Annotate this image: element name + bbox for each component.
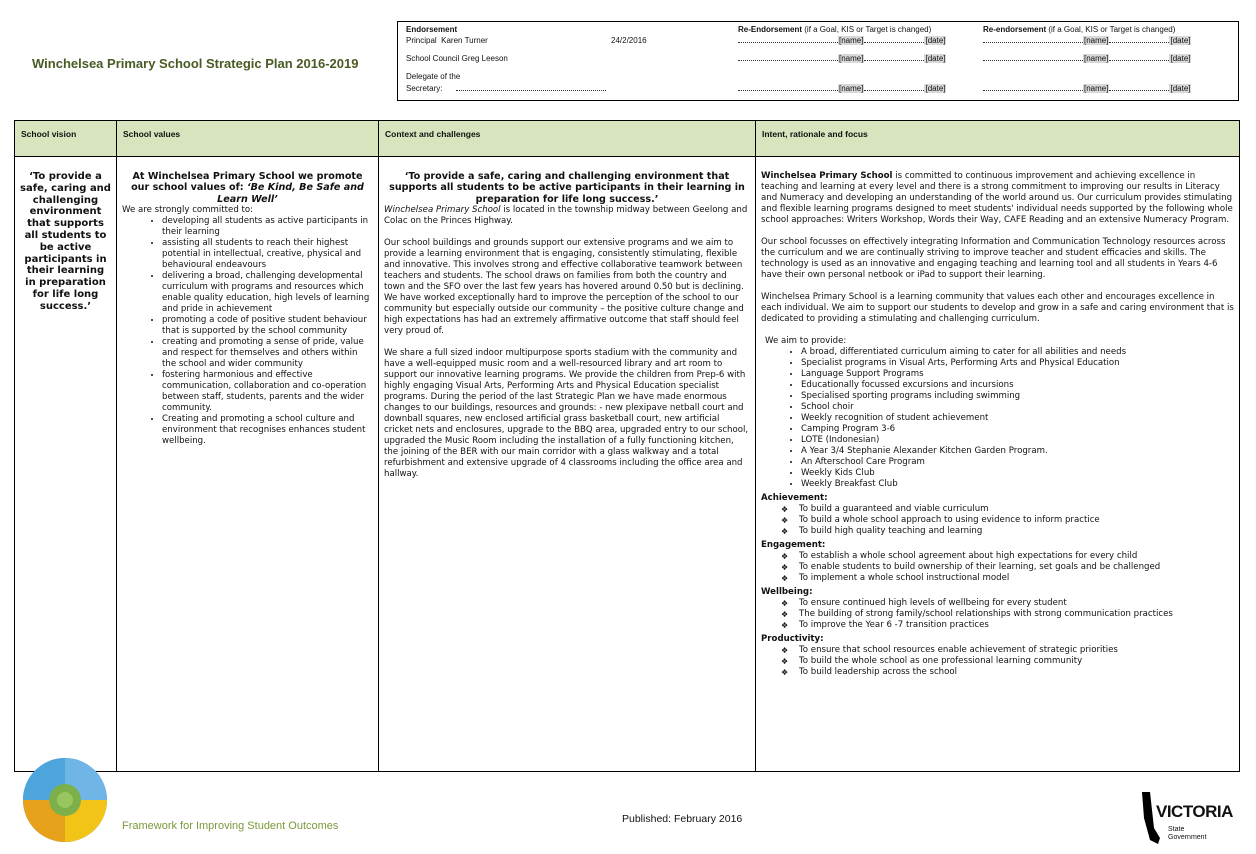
- list-item: ❖ To improve the Year 6 -7 transition practices: [781, 620, 1234, 631]
- header-intent: Intent, rationale and focus: [756, 121, 1239, 157]
- framework-label: Framework for Improving Student Outcomes: [122, 820, 339, 832]
- list-item: • An Afterschool Care Program: [801, 457, 1234, 468]
- values-heading: At Winchelsea Primary School we promote our school values of: ‘Be Kind, Be Safe and Learn Well’: [131, 171, 364, 205]
- list-item: • Educationally focussed excursions and incursions: [801, 380, 1234, 391]
- achievement-list: [761, 504, 1234, 537]
- wellbeing-heading: Wellbeing:: [761, 587, 813, 597]
- endorsement-heading: Endorsement: [406, 25, 458, 34]
- header-school-vision: School vision: [15, 121, 117, 157]
- list-item: • Weekly Breakfast Club: [801, 479, 1234, 490]
- list-item: • Specialised sporting programs including swimming: [801, 391, 1234, 402]
- context-paragraph-3: We share a full sized indoor multipurpose sports stadium with the community and have a well-equipped music room and a well-resourced library and art room to support our innovative learning programs. We provide the children from Prep-6 with highly engaging Visual Arts, Performing Arts and Physical Education specialist programs. During the period of the last Strategic Plan we have made enormous changes to our buildings, resources and grounds: - new plexipave netball court and downball squares, new enclosed artificial grass basketball court, new artificial cricket nets and enclosures, upgrade to the BBQ area, upgraded entry to our school, upgraded the Music Room including the installation of a fully functioning kitchen, the joining of the BER with our main corridor with a glass walkway and a total refurbishment and extensive upgrade of 4 classrooms including the office area and hallway.: [384, 348, 749, 480]
- list-item: ❖ To ensure that school resources enable achievement of strategic priorities: [781, 645, 1234, 656]
- principal-row: Principal Karen Turner: [406, 36, 488, 45]
- list-item: ❖ To establish a whole school agreement about high expectations for every child: [781, 551, 1234, 562]
- list-item: • developing all students as active participants in their learning: [162, 216, 373, 238]
- endorsement-box: [397, 21, 1239, 101]
- list-item: ❖ To implement a whole school instructional model: [781, 573, 1234, 584]
- list-item: • Weekly Kids Club: [801, 468, 1234, 479]
- list-item: • LOTE (Indonesian): [801, 435, 1234, 446]
- list-item: ❖ To build the whole school as one professional learning community: [781, 656, 1234, 667]
- list-item: ❖ To enable students to build ownership of their learning, set goals and be challenged: [781, 562, 1234, 573]
- re2-row-1[interactable]: [name] [date]: [983, 36, 1191, 45]
- published-label: Published: February 2016: [622, 813, 743, 825]
- list-item: • Camping Program 3-6: [801, 424, 1234, 435]
- re1-row-2[interactable]: [name] [date]: [738, 54, 946, 63]
- list-item: ❖ To ensure continued high levels of wellbeing for every student: [781, 598, 1234, 609]
- productivity-heading: Productivity:: [761, 634, 824, 644]
- re2-row-3[interactable]: [name] [date]: [983, 84, 1191, 93]
- vision-column: [15, 157, 117, 771]
- intent-paragraph-1: Winchelsea Primary School is committed to continuous improvement and achieving excellence in teaching and learning at every level and there is a strong commitment to improving our results in Literacy and Numeracy and developing an understanding of the world around us. Our curriculum provides stimulating and flexible learning programs designed to meet students' individual needs supported by the following whole school approaches: Writers Workshop, Words their Way, CAFE Reading and an extensive Numeracy Program.: [761, 171, 1233, 225]
- re1-row-3[interactable]: [name] [date]: [738, 84, 946, 93]
- header-school-values: School values: [117, 121, 379, 157]
- context-heading: ‘To provide a safe, caring and challenging environment that supports all students to be active participants in their learning in preparation for life long success.’: [389, 171, 745, 205]
- strategic-plan-table: [14, 120, 1240, 772]
- values-committed: We are strongly committed to:: [122, 205, 254, 216]
- context-paragraph-1: Winchelsea Primary School is located in the township midway between Geelong and Colac on the Princes Highway.: [384, 205, 748, 227]
- list-item: ❖ To build a whole school approach to using evidence to inform practice: [781, 515, 1234, 526]
- principal-date: 24/2/2016: [611, 36, 647, 45]
- re1-row-1[interactable]: [name] [date]: [738, 36, 946, 45]
- intent-paragraph-3: Winchelsea Primary School is a learning community that values each other and encourages excellence in each individual. We aim to support our students to develop and grow in a safe and caring environment that is dedicated to providing a stimulating and challenging curriculum.: [761, 292, 1234, 324]
- aim-list: [761, 347, 1234, 490]
- engagement-list: [761, 551, 1234, 584]
- context-column: [379, 157, 756, 771]
- list-item: • delivering a broad, challenging developmental curriculum with programs and resources which enable quality education, high levels of learning and pride in achievement: [162, 271, 373, 315]
- intent-aim: We aim to provide:: [765, 336, 847, 346]
- delegate-label-1: Delegate of the: [406, 72, 461, 81]
- productivity-list: [761, 645, 1234, 678]
- fiso-wheel-logo: [22, 757, 108, 843]
- intent-paragraph-2: Our school focusses on effectively integrating Information and Communication Technology resources across the curriculum and we are continually striving to improve teacher and student efficacies and skills. The technology is used as an innovative and engaging teaching and learning tool and all students in Years 4-6 have their own personal netbook or iPad to support their learning.: [761, 237, 1226, 280]
- list-item: ❖ The building of strong family/school relationships with strong communication practices: [781, 609, 1234, 620]
- page-title: Winchelsea Primary School Strategic Plan 2016-2019: [32, 56, 359, 71]
- victoria-wordmark: VICTORIA: [1156, 802, 1233, 821]
- list-item: • A broad, differentiated curriculum aiming to cater for all abilities and needs: [801, 347, 1234, 358]
- list-item: • Specialist programs in Visual Arts, Performing Arts and Physical Education: [801, 358, 1234, 369]
- list-item: • Weekly recognition of student achievement: [801, 413, 1234, 424]
- principal-name: Karen Turner: [441, 36, 488, 45]
- re2-row-2[interactable]: [name] [date]: [983, 54, 1191, 63]
- list-item: • promoting a code of positive student behaviour that is supported by the school community: [162, 315, 373, 337]
- list-item: • Language Support Programs: [801, 369, 1234, 380]
- list-item: • fostering harmonious and effective communication, collaboration and co-operation between staff, students, parents and the wider community.: [162, 370, 373, 414]
- list-item: • Creating and promoting a school culture and environment that recognises enhances student wellbeing.: [162, 414, 373, 447]
- achievement-heading: Achievement:: [761, 493, 828, 503]
- list-item: • School choir: [801, 402, 1234, 413]
- victoria-subtitle: State Government: [1168, 826, 1207, 841]
- list-item: ❖ To build leadership across the school: [781, 667, 1234, 678]
- values-list: [122, 216, 373, 447]
- engagement-heading: Engagement:: [761, 540, 826, 550]
- values-column: [117, 157, 379, 771]
- wellbeing-list: [761, 598, 1234, 631]
- list-item: • A Year 3/4 Stephanie Alexander Kitchen Garden Program.: [801, 446, 1234, 457]
- vision-text: ‘To provide a safe, caring and challenging environment that supports all students to be active participants in their learning in preparation for life long success.’: [20, 171, 111, 312]
- list-item: ❖ To build high quality teaching and learning: [781, 526, 1234, 537]
- re-endorsement-2-heading: Re-endorsement (if a Goal, KIS or Target is changed): [983, 25, 1176, 34]
- header-context: Context and challenges: [379, 121, 756, 157]
- council-row: School Council Greg Leeson: [406, 54, 508, 63]
- list-item: ❖ To build a guaranteed and viable curriculum: [781, 504, 1234, 515]
- list-item: • creating and promoting a sense of pride, value and respect for themselves and others within the school and wider community: [162, 337, 373, 370]
- re-endorsement-1-heading: Re-Endorsement (if a Goal, KIS or Target is changed): [738, 25, 932, 34]
- intent-column: [756, 157, 1239, 771]
- council-name: Greg Leeson: [461, 54, 508, 63]
- context-paragraph-2: Our school buildings and grounds support our extensive programs and we aim to provide a learning environment that is engaging, consistently stimulating, flexible and innovative. This involves strong and effective collaborative teamwork between teachers and students. The school draws on families from both the country and town and the SFO over the last few years has hovered around 0.50 but is declining. We have worked exceptionally hard to improve the perception of the school to our community but especially outside our community – the positive culture change and high expectations has had an extremely affirmative outcome that staff should feel very proud of.: [384, 238, 744, 337]
- delegate-row: Secretary:: [406, 84, 606, 93]
- victoria-government-logo: [1140, 788, 1233, 846]
- list-item: • assisting all students to reach their highest potential in intellectual, creative, physical and behavioural endeavours: [162, 238, 373, 271]
